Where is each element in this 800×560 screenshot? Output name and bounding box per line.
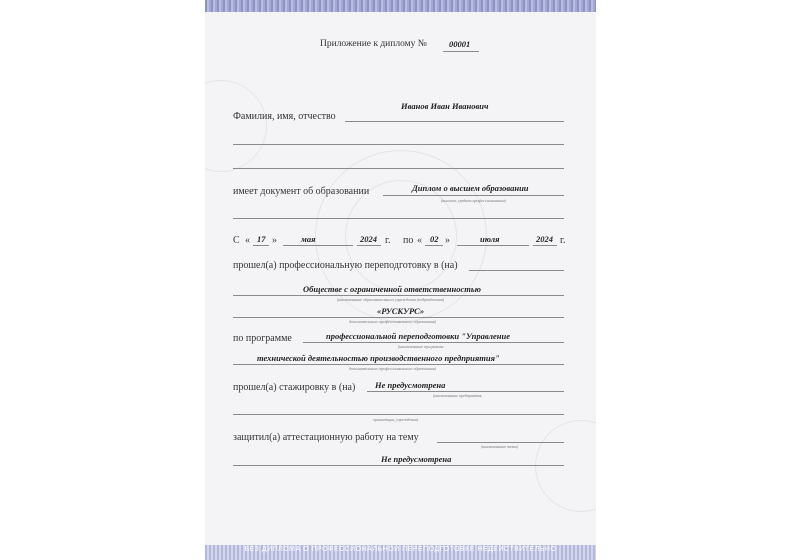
supplement-title: Приложение к диплому № xyxy=(320,39,427,49)
program-hint1: (наименование программы xyxy=(398,344,444,349)
organization-name-line2: «РУСКУРС» xyxy=(377,306,425,316)
education-document-value: Диплом о высшем образовании xyxy=(412,183,529,193)
education-document-label: имеет документ об образовании xyxy=(233,186,370,197)
blank-line xyxy=(233,168,564,169)
thesis-line xyxy=(437,442,564,443)
watermark-ring xyxy=(205,80,267,172)
full-name-label: Фамилия, имя, отчество xyxy=(233,111,336,122)
month-from: мая xyxy=(301,234,316,244)
day-to-line xyxy=(425,245,443,246)
retraining-label: прошел(а) профессиональную переподготовку в (на) xyxy=(233,260,458,271)
day-from: 17 xyxy=(257,234,266,244)
full-name-line xyxy=(345,121,564,122)
internship-hint2: организации, учреждения) xyxy=(373,417,419,422)
year-to: 2024 xyxy=(536,234,553,244)
top-security-band xyxy=(205,0,596,12)
education-document-line xyxy=(383,195,564,196)
internship-line xyxy=(367,391,564,392)
diploma-supplement-sheet xyxy=(205,0,596,560)
blank-line xyxy=(233,144,564,145)
month-to-line xyxy=(457,245,529,246)
internship-hint1: (наименование предприятия, xyxy=(433,393,483,398)
year-from-line xyxy=(357,245,381,246)
period-to-label: по xyxy=(403,235,414,246)
retraining-line xyxy=(469,270,564,271)
blank-line xyxy=(233,414,564,415)
day-from-line xyxy=(253,245,269,246)
quote-open: « xyxy=(417,235,422,246)
organization-hint2: дополнительного профессионального образования) xyxy=(349,319,436,324)
year-from: 2024 xyxy=(360,234,377,244)
month-to: июля xyxy=(480,234,500,244)
day-to: 02 xyxy=(430,234,439,244)
thesis-label: защитил(а) аттестационную работу на тему xyxy=(233,432,419,443)
program-label: по программе xyxy=(233,333,292,344)
thesis-value-line xyxy=(233,465,564,466)
year-suffix: г. xyxy=(385,235,391,246)
diploma-number: 00001 xyxy=(449,39,471,49)
education-document-hint: (высшем, среднем профессиональном) xyxy=(441,198,506,203)
organization-hint1: (наименование образовательного учреждения (подразделения) xyxy=(337,297,445,302)
program-name-line2: технической деятельностью производственного предприятия" xyxy=(257,353,500,363)
internship-value: Не предусмотрена xyxy=(375,380,446,390)
full-name-value: Иванов Иван Иванович xyxy=(401,101,489,111)
period-prefix: С xyxy=(233,235,240,246)
program-line2 xyxy=(233,364,564,365)
month-from-line xyxy=(283,245,353,246)
organization-name-line1: Обществе с ограниченной ответственностью xyxy=(303,284,481,294)
quote-close: » xyxy=(272,235,277,246)
program-name-line1: профессиональной переподготовки "Управление xyxy=(326,331,511,341)
year-to-line xyxy=(533,245,557,246)
quote-open: « xyxy=(245,235,250,246)
bottom-security-band-text: БЕЗ ДИПЛОМА О ПРОФЕССИОНАЛЬНОЙ ПЕРЕПОДГОТОВКЕ НЕДЕЙСТВИТЕЛЬНО xyxy=(244,546,557,553)
year-suffix: г. xyxy=(560,235,566,246)
organization-line2 xyxy=(233,317,564,318)
watermark-ring xyxy=(535,420,596,512)
thesis-value: Не предусмотрена xyxy=(381,454,452,464)
thesis-hint: (наименование темы) xyxy=(481,444,519,449)
blank-line xyxy=(233,218,564,219)
program-hint2: дополнительного профессионального образования) xyxy=(349,366,436,371)
quote-close: » xyxy=(445,235,450,246)
number-line xyxy=(443,51,479,52)
organization-line1 xyxy=(233,295,564,296)
internship-label: прошел(а) стажировку в (на) xyxy=(233,382,356,393)
program-line1 xyxy=(303,342,564,343)
